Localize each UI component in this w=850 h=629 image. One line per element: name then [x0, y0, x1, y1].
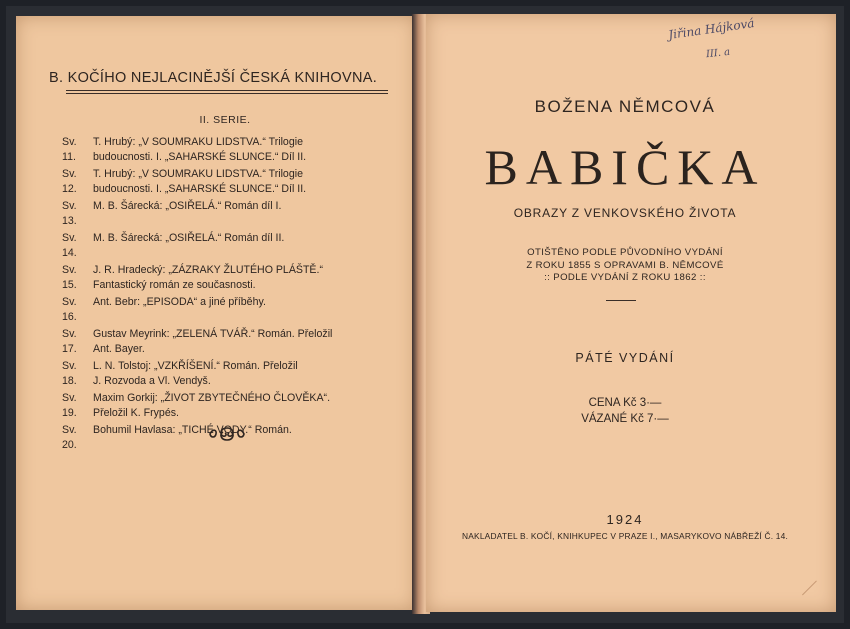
divider: [606, 300, 636, 301]
ornament-icon: [207, 424, 247, 444]
series-title-rule: [66, 90, 388, 91]
volume-number: Sv. 17.: [62, 328, 77, 355]
volume-text: M. B. Šárecká: „OSIŘELÁ.“ Román díl II.: [93, 232, 285, 244]
volume-text-cont: budoucnosti. I. „SAHARSKÉ SLUNCE.“ Díl II.: [93, 151, 307, 163]
price-paperback: CENA Kč 3·—: [588, 397, 662, 409]
publisher-line: NAKLADATEL B. KOČÍ, KNIHKUPEC V PRAZE I., MASARYKOVO NÁBŘEŽÍ Č. 14.: [462, 531, 788, 541]
book-subtitle: OBRAZY Z VENKOVSKÉHO ŽIVOTA: [513, 206, 737, 220]
volume-number: Sv. 20.: [62, 424, 77, 451]
price-bound: VÁZANÉ Kč 7·—: [581, 413, 669, 425]
series-subtitle: II. SERIE.: [199, 114, 251, 126]
volume-entry-14: [62, 231, 402, 261]
volume-text: L. N. Tolstoj: „VZKŘÍŠENÍ.“ Román. Přeložil: [93, 360, 298, 372]
publication-year: 1924: [606, 512, 644, 527]
volume-number: Sv. 11.: [62, 136, 77, 163]
volume-text: Bohumil Havlasa: „TICHÉ VODY.“ Román.: [93, 424, 292, 436]
series-title: B. KOČÍHO NEJLACINĚJŠÍ ČESKÁ KNIHOVNA.: [48, 70, 378, 86]
volume-number: Sv. 19.: [62, 392, 77, 419]
volume-number: Sv. 13.: [62, 200, 77, 227]
volume-text: Gustav Meyrink: „ZELENÁ TVÁŘ.“ Román. Přeložil: [93, 328, 333, 340]
volume-text-cont: budoucnosti. I. „SAHARSKÉ SLUNCE.“ Díl II.: [93, 183, 307, 195]
book-title: BABIČKA: [484, 139, 766, 195]
author-name: BOŽENA NĚMCOVÁ: [534, 97, 716, 116]
volume-text-cont: Fantastický román ze současnosti.: [93, 279, 256, 291]
edition-note-line: OTIŠTĚNO PODLE PŮVODNÍHO VYDÁNÍ: [527, 247, 723, 258]
volume-entry-19: [62, 391, 402, 421]
volume-text: T. Hrubý: „V SOUMRAKU LIDSTVA.“ Trilogie: [93, 168, 303, 180]
volume-entry-13: [62, 199, 402, 229]
series-title-rule-thin: [66, 93, 388, 94]
volume-entry-12: [62, 167, 402, 197]
volume-text: T. Hrubý: „V SOUMRAKU LIDSTVA.“ Trilogie: [93, 136, 303, 148]
volume-text: Maxim Gorkij: „ŽIVOT ZBYTEČNÉHO ČLOVĚKA“.: [93, 392, 331, 404]
signature-class: III. a: [705, 46, 731, 61]
handwritten-signature: [668, 16, 778, 72]
volume-entry-11: [62, 135, 402, 165]
volume-number: Sv. 12.: [62, 168, 77, 195]
edition-note: [420, 247, 830, 285]
volume-number: Sv. 16.: [62, 296, 77, 323]
volume-entry-16: [62, 295, 402, 325]
signature-name: Jiřina Hájková: [667, 16, 756, 42]
volume-entry-18: [62, 359, 402, 389]
volume-entry-17: [62, 327, 402, 357]
volume-text: J. R. Hradecký: „ZÁZRAKY ŽLUTÉHO PLÁŠTĚ.“: [93, 264, 323, 276]
volume-text: M. B. Šárecká: „OSIŘELÁ.“ Román díl I.: [93, 200, 282, 212]
edition-note-line: Z ROKU 1855 S OPRAVAMI B. NĚMCOVÉ: [526, 259, 724, 271]
volume-text-cont: J. Rozvoda a Vl. Vendyš.: [93, 375, 211, 387]
volume-text-cont: Přeložil K. Frypés.: [93, 407, 179, 419]
edition-label: PÁTÉ VYDÁNÍ: [575, 351, 675, 365]
volume-entry-15: [62, 263, 402, 293]
volume-text-cont: Ant. Bayer.: [93, 343, 145, 355]
volume-number: Sv. 18.: [62, 360, 77, 387]
price-block: [420, 395, 830, 427]
volume-number: Sv. 15.: [62, 264, 77, 291]
volume-number: Sv. 14.: [62, 232, 77, 259]
edition-note-line: :: PODLE VYDÁNÍ Z ROKU 1862 ::: [544, 272, 706, 283]
volume-list: [62, 135, 402, 455]
volume-text: Ant. Bebr: „EPISODA“ a jiné příběhy.: [93, 296, 266, 308]
